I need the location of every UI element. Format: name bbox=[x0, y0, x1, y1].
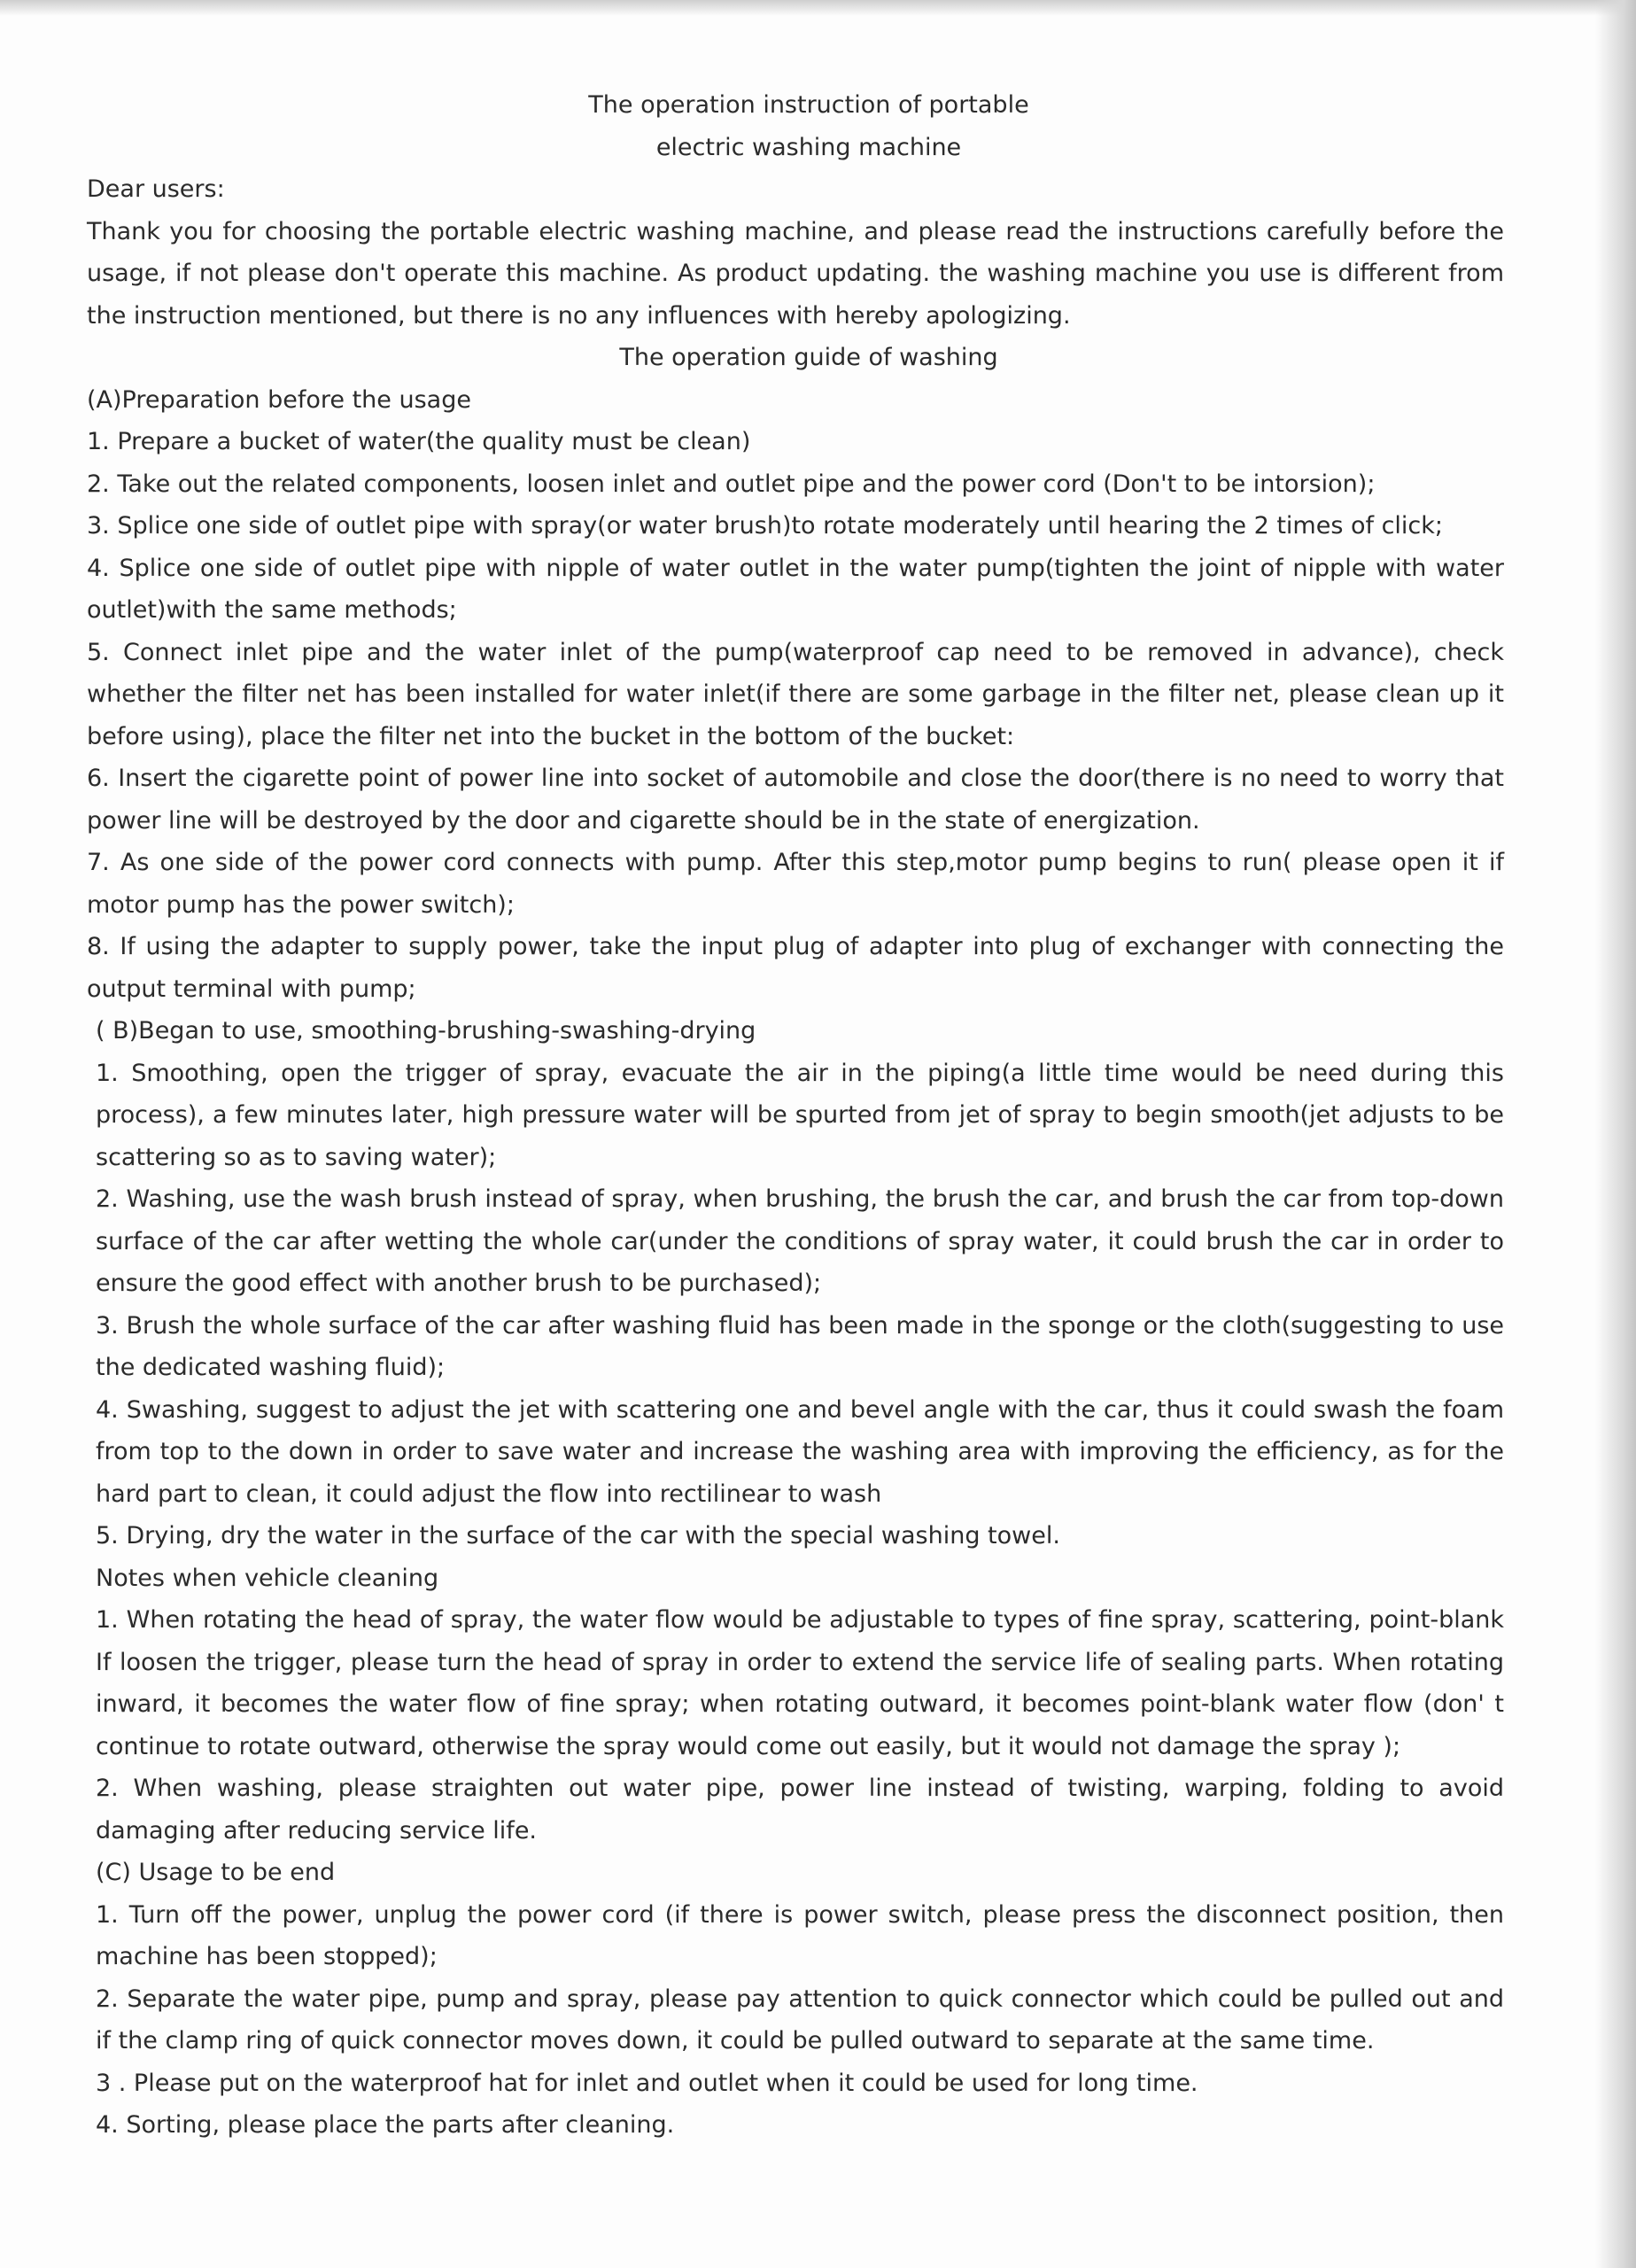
section-a bbox=[87, 379, 1504, 1011]
list-item: 3. Splice one side of outlet pipe with spray(or water brush)to rotate moderately until hearing the 2 times of click; bbox=[87, 512, 1444, 540]
scan-shadow-top bbox=[0, 0, 1636, 16]
intro-paragraph: Thank you for choosing the portable electric washing machine, and please read the instructions carefully before the usage, if not please don't operate this machine. As product updating. the washing machine you use is different from the instruction mentioned, but there is no any influences with hereby apologizing. bbox=[87, 217, 1504, 330]
section-c bbox=[87, 1852, 1504, 2147]
list-item: 2. Washing, use the wash brush instead of spray, when brushing, the brush the car, and brush the car from top-down surface of the car after wetting the whole car(under the conditions of spray water, it could brush the car in order to ensure the good effect with another brush to be purchased); bbox=[96, 1185, 1504, 1297]
notes-section bbox=[87, 1557, 1504, 1852]
list-item: 3. Brush the whole surface of the car after washing fluid has been made in the sponge or the cloth(suggesting to use the dedicated washing fluid); bbox=[96, 1311, 1504, 1381]
section-b-heading: ( B)Began to use, smoothing-brushing-swashing-drying bbox=[96, 1017, 756, 1045]
list-item: 4. Swashing, suggest to adjust the jet with scattering one and bevel angle with the car, thus it could swash the foam from top to the down in order to save water and increase the washing area with improving the efficiency, as for the hard part to clean, it could adjust the flow into rectilinear to wash bbox=[96, 1395, 1504, 1508]
section-c-heading: (C) Usage to be end bbox=[96, 1859, 336, 1886]
list-item: 5. Connect inlet pipe and the water inlet of the pump(waterproof cap need to be removed in advance), check whether the filter net has been installed for water inlet(if there are some garbage in the filter net, please clean up it before using), place the filter net into the bucket in the bottom of the bucket: bbox=[87, 638, 1504, 750]
scan-shadow-right bbox=[1595, 0, 1636, 2268]
list-item: 1. When rotating the head of spray, the water flow would be adjustable to types of fine spray, scattering, point-blank If loosen the trigger, please turn the head of spray in order to extend the service life of sealing parts. When rotating inward, it becomes the water flow of fine spray; when rotating outward, it becomes point-blank water flow (don' t continue to rotate outward, otherwise the spray would come out easily, but it would not damage the spray ); bbox=[96, 1606, 1504, 1760]
title-line-2: electric washing machine bbox=[655, 133, 962, 161]
list-item: 1. Turn off the power, unplug the power cord (if there is power switch, please press the disconnect position, then machine has been stopped); bbox=[96, 1900, 1504, 1970]
section-a-heading: (A)Preparation before the usage bbox=[87, 385, 471, 414]
list-item: 1. Smoothing, open the trigger of spray, evacuate the air in the piping(a little time would be need during this process), a few minutes later, high pressure water will be spurted from jet of spray to begin smooth(jet adjusts to be scattering so as to saving water); bbox=[96, 1059, 1504, 1171]
list-item: 5. Drying, dry the water in the surface of the car with the special washing towel. bbox=[96, 1522, 1060, 1550]
document-page bbox=[87, 84, 1504, 2147]
guide-title: The operation guide of washing bbox=[619, 344, 998, 371]
section-b bbox=[87, 1010, 1504, 1557]
list-item: 8. If using the adapter to supply power, take the input plug of adapter into plug of exchanger with connecting the output terminal with pump; bbox=[87, 933, 1504, 1003]
list-item: 6. Insert the cigarette point of power line into socket of automobile and close the door(there is no need to worry that power line will be destroyed by the door and cigarette should be in the state of energization. bbox=[87, 765, 1504, 835]
greeting: Dear users: bbox=[87, 175, 225, 203]
notes-heading: Notes when vehicle cleaning bbox=[96, 1564, 439, 1592]
list-item: 3 . Please put on the waterproof hat for inlet and outlet when it could be used for long time. bbox=[96, 2069, 1198, 2097]
title-line-1: The operation instruction of portable bbox=[588, 91, 1029, 119]
list-item: 1. Prepare a bucket of water(the quality must be clean) bbox=[87, 428, 751, 455]
document-title bbox=[113, 84, 1504, 168]
list-item: 2. When washing, please straighten out water pipe, power line instead of twisting, warping, folding to avoid damaging after reducing service life. bbox=[96, 1775, 1504, 1845]
list-item: 4. Splice one side of outlet pipe with nipple of water outlet in the water pump(tighten the joint of nipple with water outlet)with the same methods; bbox=[87, 554, 1504, 624]
list-item: 4. Sorting, please place the parts after cleaning. bbox=[96, 2111, 675, 2139]
list-item: 2. Separate the water pipe, pump and spray, please pay attention to quick connector which could be pulled out and if the clamp ring of quick connector moves down, it could be pulled outward to separate at the same time. bbox=[96, 1984, 1504, 2054]
list-item: 7. As one side of the power cord connects with pump. After this step,motor pump begins to run( please open it if motor pump has the power switch); bbox=[87, 849, 1504, 919]
list-item: 2. Take out the related components, loosen inlet and outlet pipe and the power cord (Don't to be intorsion); bbox=[87, 470, 1376, 498]
